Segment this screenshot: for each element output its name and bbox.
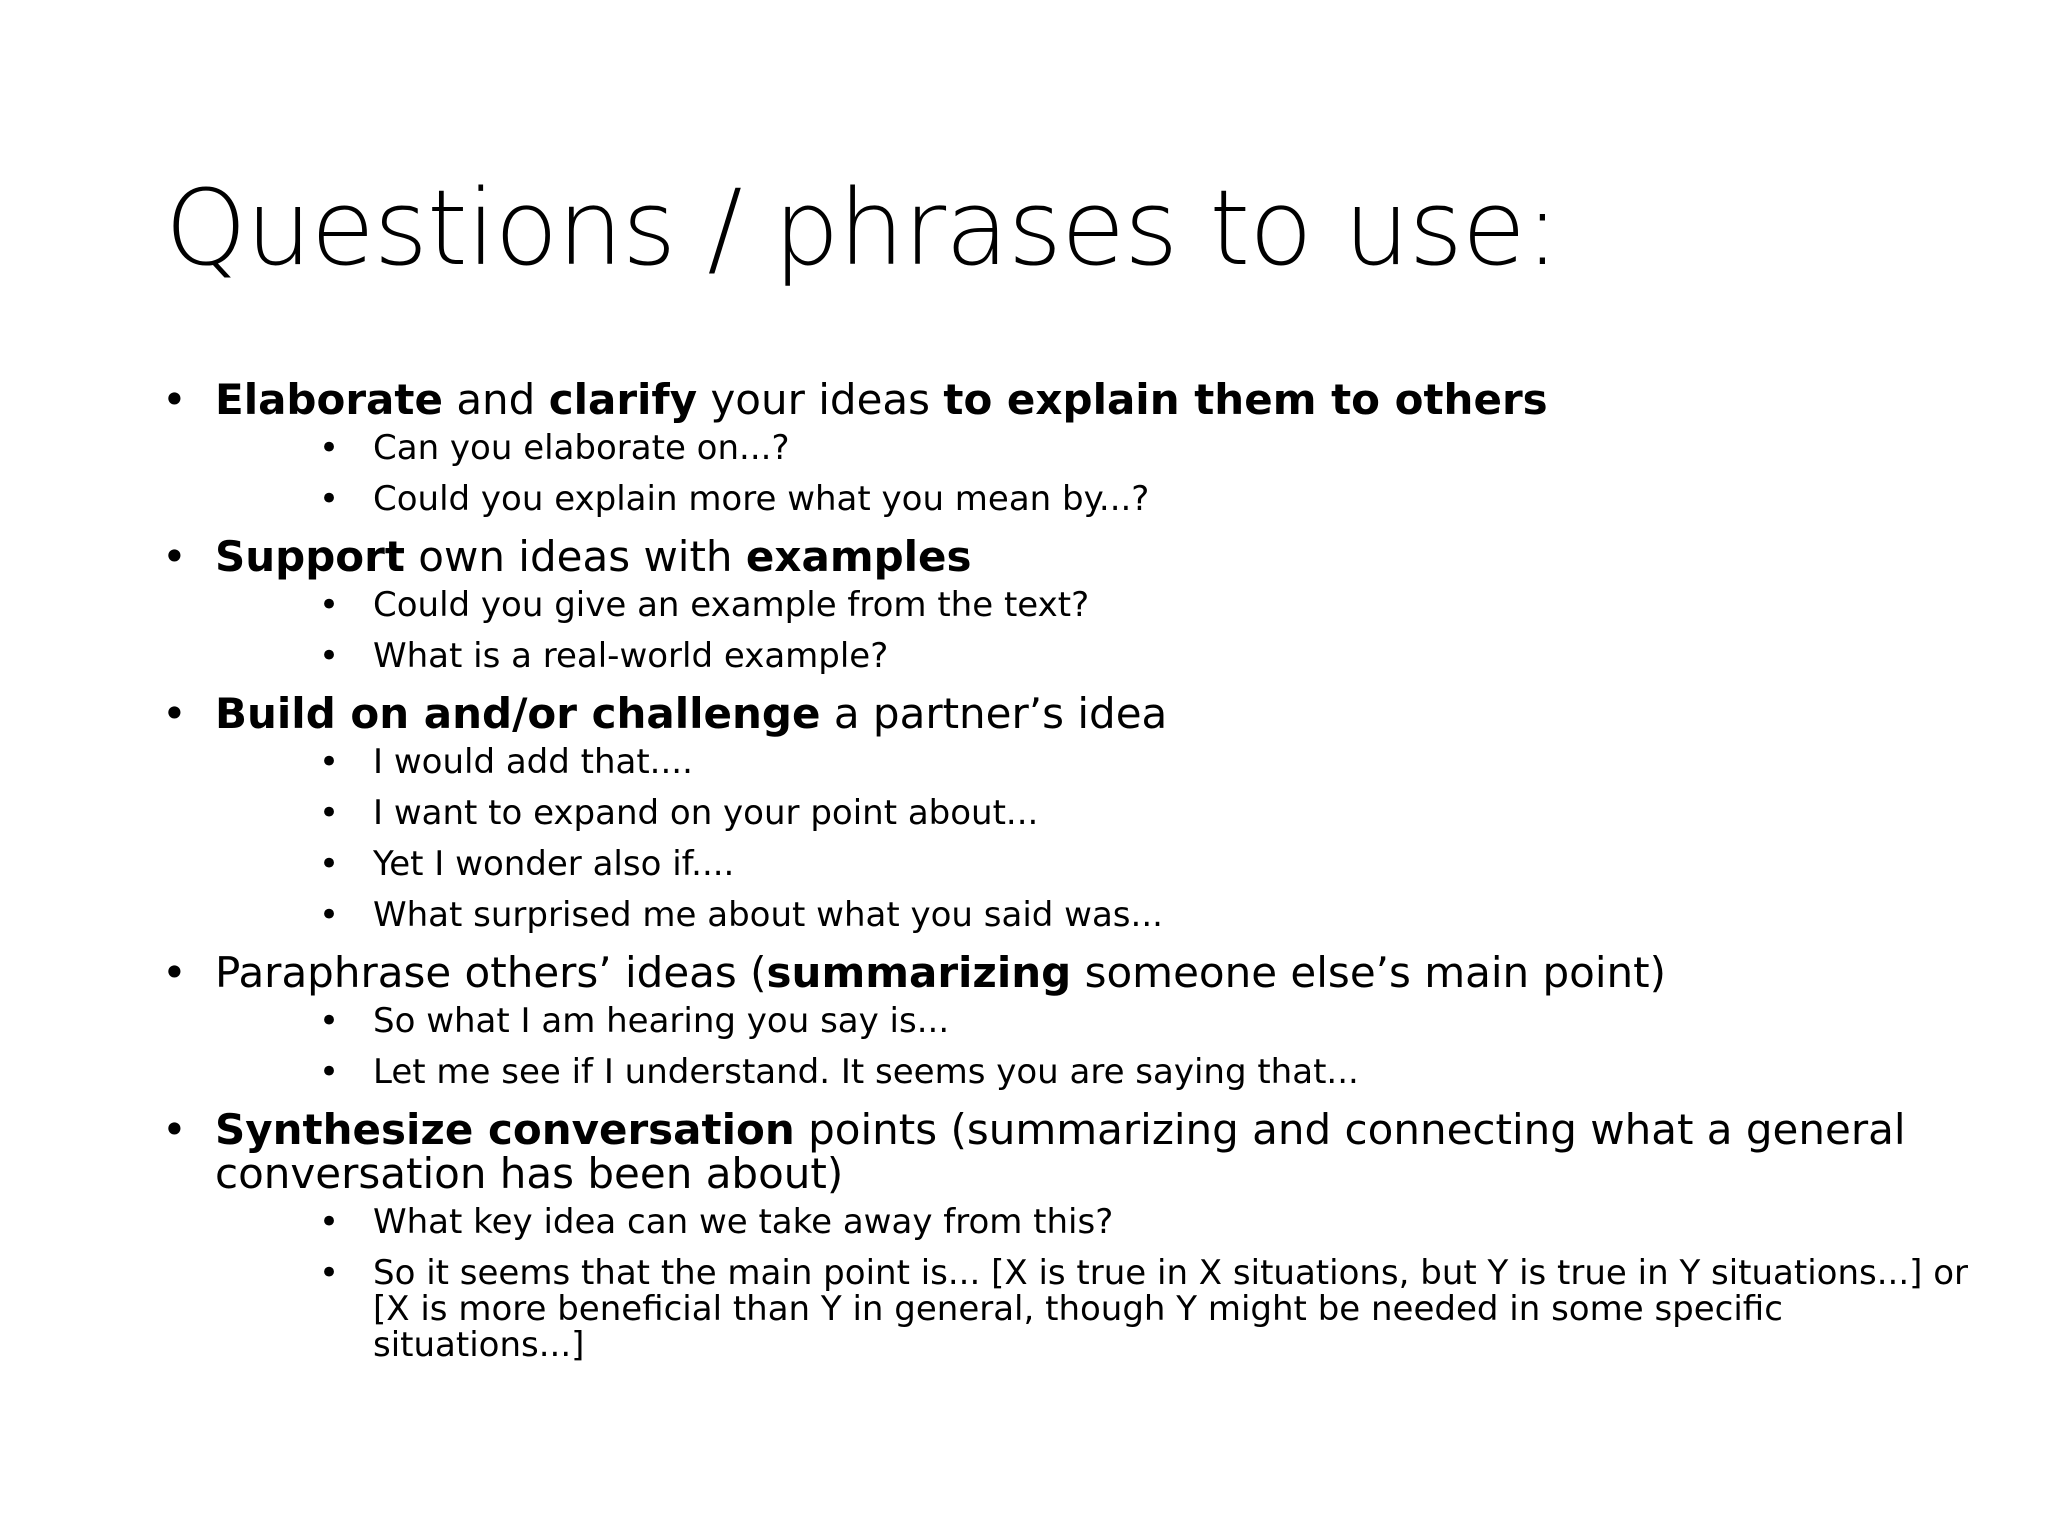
list-item: • I would add that.... <box>319 742 693 782</box>
bullet-icon: • <box>162 948 187 997</box>
list-item: • I want to expand on your point about... <box>319 793 1039 833</box>
bullet-icon: • <box>162 1105 187 1154</box>
bullet-icon: • <box>319 585 340 625</box>
bullet-icon: • <box>162 375 187 424</box>
bullet-icon: • <box>319 1202 340 1242</box>
section-heading: Elaborate and clarify your ideas to explain them to others <box>215 375 1548 424</box>
bullet-icon: • <box>319 428 340 468</box>
bullet-list <box>162 375 1982 1365</box>
bullet-icon: • <box>319 742 340 782</box>
sub-list <box>215 430 1982 517</box>
list-item: • So what I am hearing you say is... <box>319 1001 950 1041</box>
list-item: • What is a real-world example? <box>319 636 889 676</box>
sub-list <box>215 1003 1982 1090</box>
list-item: • Can you elaborate on...? <box>319 428 790 468</box>
section-heading: Support own ideas with examples <box>215 532 972 581</box>
sub-list <box>215 1204 1982 1363</box>
slide-title: Questions / phrases to use: <box>165 167 1559 289</box>
section-paraphrase <box>162 948 1982 1092</box>
section-elaborate-clarify <box>162 375 1982 519</box>
bullet-icon: • <box>319 844 340 884</box>
sub-list <box>215 744 1982 933</box>
bullet-icon: • <box>319 895 340 935</box>
bullet-icon: • <box>319 793 340 833</box>
list-item: • So it seems that the main point is... [X is true in X situations, but Y is true in Y situations...] or [X is more beneficial than Y in general, though Y might be needed in some specific situations...] <box>319 1253 1969 1365</box>
section-build-challenge <box>162 689 1982 935</box>
section-heading: Paraphrase others’ ideas (summarizing someone else’s main point) <box>215 948 1667 997</box>
section-heading: Build on and/or challenge a partner’s idea <box>215 689 1168 738</box>
list-item: • Yet I wonder also if.... <box>319 844 735 884</box>
bullet-icon: • <box>319 1001 340 1041</box>
bullet-icon: • <box>319 1052 340 1092</box>
bullet-icon: • <box>319 636 340 676</box>
list-item: • Let me see if I understand. It seems you are saying that... <box>319 1052 1359 1092</box>
list-item: • What surprised me about what you said was... <box>319 895 1163 935</box>
section-synthesize <box>162 1105 1982 1365</box>
list-item: • What key idea can we take away from this? <box>319 1202 1114 1242</box>
section-support-examples <box>162 532 1982 676</box>
bullet-icon: • <box>319 1253 340 1293</box>
bullet-icon: • <box>319 479 340 519</box>
list-item: • Could you explain more what you mean by...? <box>319 479 1150 519</box>
bullet-icon: • <box>162 689 187 738</box>
sub-list <box>215 587 1982 674</box>
list-item: • Could you give an example from the text? <box>319 585 1090 625</box>
section-heading: Synthesize conversation points (summarizing and connecting what a general conversation has been about) <box>215 1105 1906 1198</box>
bullet-icon: • <box>162 532 187 581</box>
